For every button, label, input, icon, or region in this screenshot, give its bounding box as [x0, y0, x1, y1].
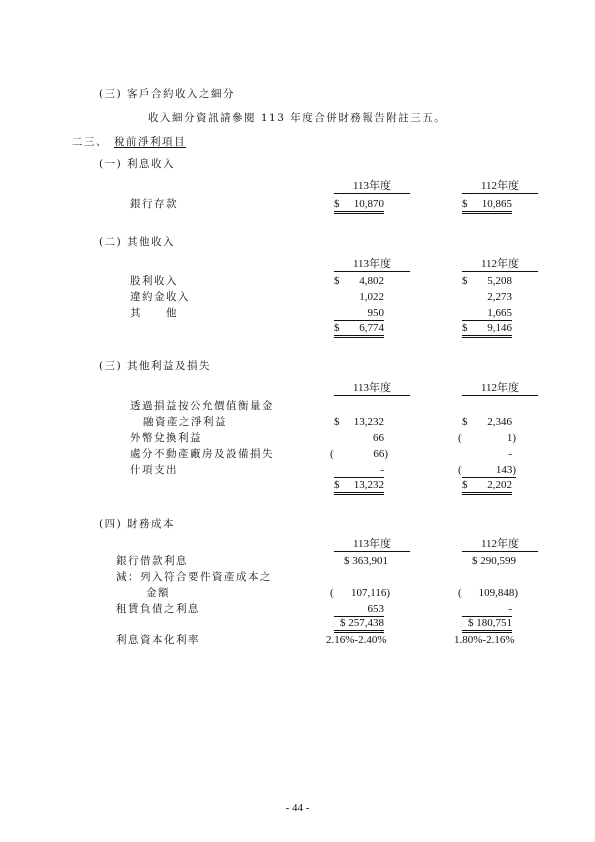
currency-symbol: $ — [462, 322, 468, 334]
col-header-113: 113年度 — [334, 538, 410, 552]
currency-symbol: $ — [334, 275, 340, 287]
currency-symbol: $ — [462, 275, 468, 287]
loan-interest-113-value: $ 363,901 — [344, 555, 388, 567]
ppe-113-value: 66) — [373, 448, 388, 460]
fvtpl-112-value: 2,346 — [487, 416, 512, 428]
row-label-cap-rate: 利息資本化利率 — [116, 634, 200, 646]
paren-open: ( — [330, 587, 334, 599]
other-gains-total-113 — [334, 479, 384, 495]
row-label-others: 其 他 — [130, 307, 178, 319]
total-113-value: 6,774 — [359, 322, 384, 334]
fx-113-value: 66 — [373, 432, 384, 444]
currency-symbol: $ — [462, 198, 468, 210]
col-header-113: 113年度 — [334, 258, 410, 272]
row-label-fx-gain: 外幣兌換利益 — [130, 432, 202, 444]
row-label-lease-interest: 租賃負債之利息 — [116, 603, 200, 615]
section-23-title: 稅前淨利項目 — [114, 136, 186, 148]
row-label-bank-loan-interest: 銀行借款利息 — [116, 555, 188, 567]
col-header-112: 112年度 — [462, 180, 538, 194]
paren-open: ( — [330, 448, 334, 460]
paren-open: ( — [458, 587, 462, 599]
col-header-112: 112年度 — [462, 538, 538, 552]
others-112-value: 1,665 — [462, 307, 512, 321]
cap-rate-113-value: 2.16%-2.40% — [326, 634, 387, 646]
col-header-112: 112年度 — [462, 258, 538, 272]
section-3-title: (三) 客戶合約收入之細分 — [99, 88, 236, 100]
finance-total-112-value: $ 180,751 — [462, 617, 512, 633]
row-label-misc-expense: 什項支出 — [130, 464, 178, 476]
other-gains-total-112 — [462, 479, 512, 495]
interest-112-value: 10,865 — [481, 198, 512, 210]
currency-symbol: $ — [334, 416, 340, 428]
dividend-113-value: 4,802 — [359, 275, 384, 287]
col-header-113: 113年度 — [334, 382, 410, 396]
interest-113-cell — [334, 198, 384, 214]
currency-symbol: $ — [462, 416, 468, 428]
others-113-value: 950 — [334, 307, 384, 321]
capitalized-112-value: 109,848) — [478, 587, 518, 599]
interest-112-cell — [462, 198, 512, 214]
other-gains-title: (三) 其他利益及損失 — [99, 360, 212, 372]
finance-total-113-value: $ 257,438 — [334, 617, 384, 633]
currency-symbol: $ — [334, 479, 340, 491]
row-label-penalty: 違約金收入 — [130, 291, 190, 303]
lease-113-value: 653 — [334, 603, 384, 617]
other-income-title: (二) 其他收入 — [99, 236, 176, 248]
cap-rate-112-value: 1.80%-2.16% — [454, 634, 515, 646]
paren-open: ( — [458, 464, 462, 476]
col-header-112: 112年度 — [462, 382, 538, 396]
row-label-fvtpl-line1: 透過損益按公允價值衡量金 — [130, 400, 274, 412]
penalty-113-value: 1,022 — [359, 291, 384, 303]
total-113-value: 13,232 — [353, 479, 384, 491]
row-label-capitalized-line2: 金額 — [146, 587, 170, 599]
fx-112-value: 1) — [506, 432, 516, 444]
lease-112-value: - — [462, 603, 512, 617]
loan-interest-112-value: $ 290,599 — [472, 555, 516, 567]
currency-symbol: $ — [334, 322, 340, 334]
section-23-prefix: 二三、 — [72, 136, 108, 148]
currency-symbol: $ — [334, 198, 340, 210]
capitalized-113-value: 107,116) — [350, 587, 390, 599]
row-label-fvtpl-line2: 融資產之淨利益 — [143, 416, 227, 428]
misc-113-value: - — [334, 464, 384, 478]
other-income-total-113 — [334, 322, 384, 338]
paren-open: ( — [458, 432, 462, 444]
total-112-value: 9,146 — [487, 322, 512, 334]
interest-113-value: 10,870 — [353, 198, 384, 210]
page-number: - 44 - — [285, 802, 310, 814]
col-header-113: 113年度 — [334, 180, 410, 194]
misc-112-value: 143) — [462, 464, 516, 478]
currency-symbol: $ — [462, 479, 468, 491]
row-label-bank-deposit: 銀行存款 — [130, 198, 178, 210]
row-label-capitalized-line1: 減：列入符合要件資產成本之 — [116, 571, 272, 583]
row-label-ppe-loss: 處分不動產廠房及設備損失 — [130, 448, 274, 460]
fvtpl-113-value: 13,232 — [353, 416, 384, 428]
row-label-dividend: 股利收入 — [130, 275, 178, 287]
penalty-112-value: 2,273 — [487, 291, 512, 303]
ppe-112-value: - — [508, 448, 512, 460]
section-3-note: 收入細分資訊請參閱 113 年度合併財務報告附註三五。 — [148, 112, 447, 124]
total-112-value: 2,202 — [487, 479, 512, 491]
interest-income-title: (一) 利息收入 — [99, 158, 176, 170]
other-income-total-112 — [462, 322, 512, 338]
dividend-112-value: 5,208 — [487, 275, 512, 287]
finance-cost-title: (四) 財務成本 — [99, 518, 176, 530]
